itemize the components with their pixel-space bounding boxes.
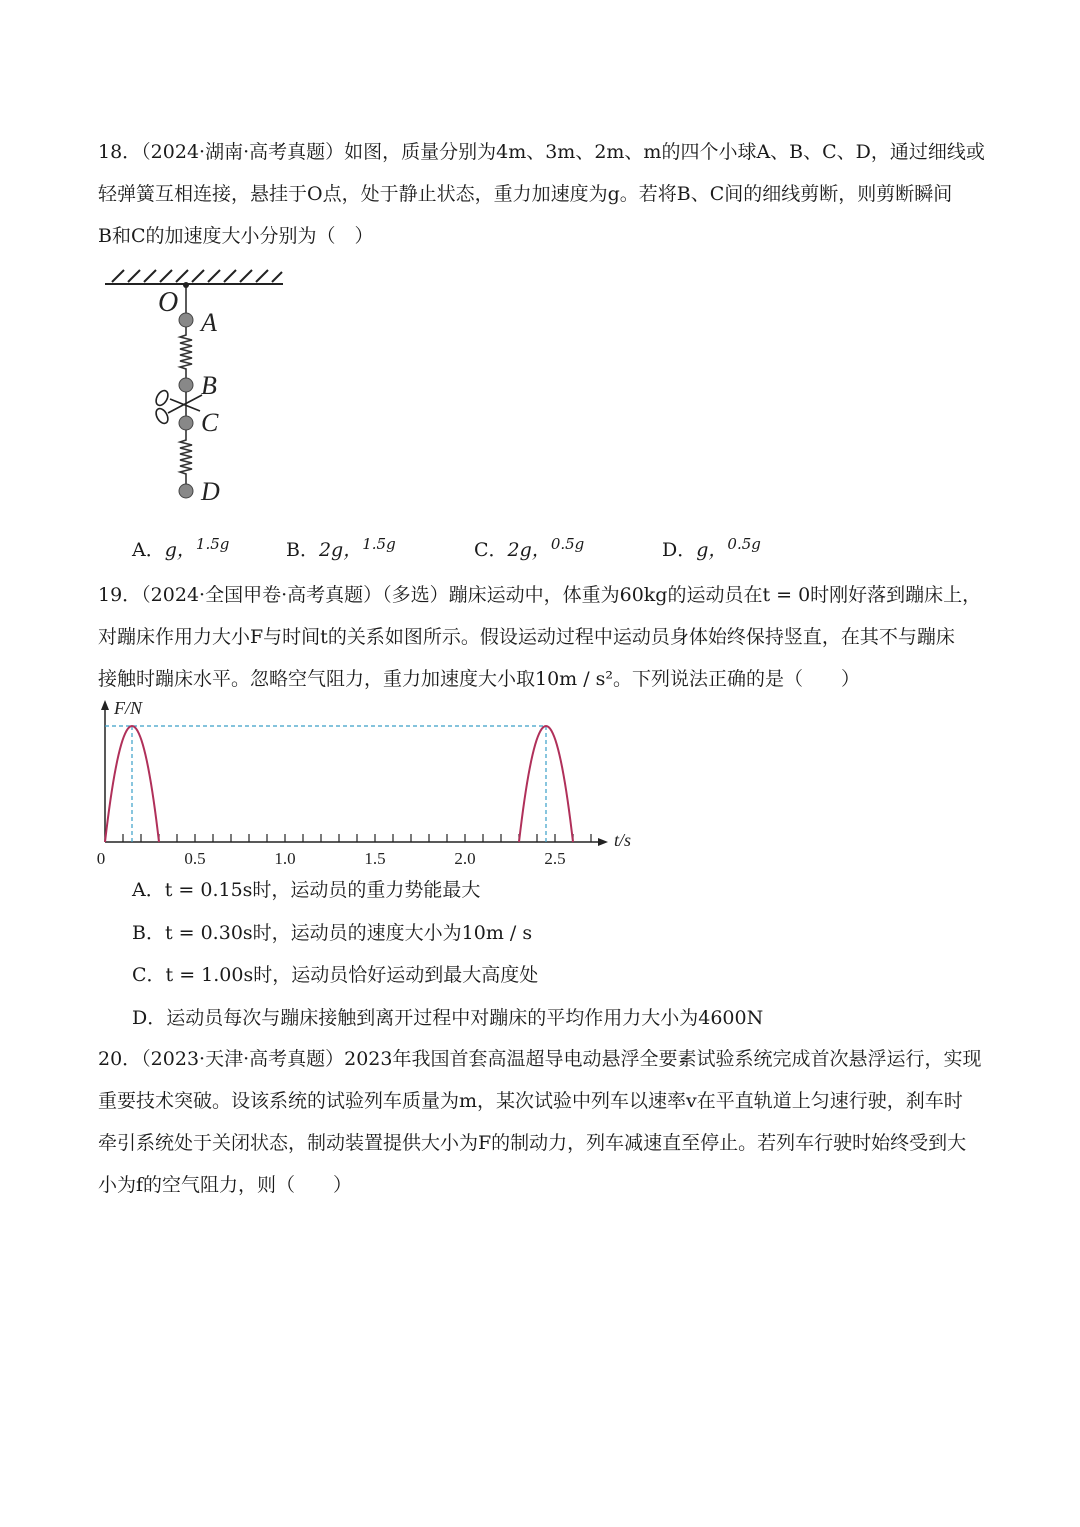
option-19-c[interactable]: C．t = 1.00s时，运动员恰好运动到最大高度处 — [132, 964, 539, 986]
spring-a-b — [180, 327, 192, 378]
x-tick-label: 1.0 — [274, 849, 296, 868]
option-18-d[interactable]: D．g，$^{0.5g}$ — [662, 535, 761, 561]
scissors-icon — [154, 389, 202, 426]
label-a: A — [201, 308, 217, 337]
ceiling-hatching — [112, 270, 282, 282]
question-18-text — [98, 131, 998, 257]
question-19-line-2: 对蹦床作用力大小F与时间t的关系如图所示。假设运动过程中运动员身体始终保持竖直，在其不与蹦床 — [98, 626, 955, 648]
question-19-text — [98, 574, 998, 700]
x-tick-label: 2.0 — [454, 849, 476, 868]
ball-a — [179, 313, 193, 327]
x-tick-label: 2.5 — [544, 849, 566, 868]
ball-c — [179, 416, 193, 430]
question-18-line-2: 轻弹簧互相连接，悬挂于O点，处于静止状态，重力加速度为g。若将B、C间的细线剪断，则剪断瞬间 — [98, 183, 953, 205]
x-tick-label: 1.5 — [364, 849, 386, 868]
ball-b — [179, 378, 193, 392]
force-time-chart — [90, 690, 650, 870]
label-c: C — [201, 408, 219, 437]
x-tick-label: 0 — [96, 849, 106, 868]
option-18-a[interactable]: A．g，$^{1.5g}$ — [132, 535, 230, 561]
option-19-b[interactable]: B．t = 0.30s时，运动员的速度大小为10m / s — [132, 922, 533, 944]
y-axis-arrow — [101, 700, 109, 710]
x-tick-label: 0.5 — [184, 849, 206, 868]
label-d: D — [201, 477, 220, 505]
question-19-line-3: 接触时蹦床水平。忽略空气阻力，重力加速度大小取10m / s²。下列说法正确的是（ ） — [98, 668, 861, 690]
question-19-line-1: 19．（2024·全国甲卷·高考真题）（多选）蹦床运动中，体重为60kg的运动员在t = 0时刚好落到蹦床上， — [98, 584, 982, 606]
question-20-line-2: 重要技术突破。设该系统的试验列车质量为m，某次试验中列车以速率v在平直轨道上匀速行驶，刹车时 — [98, 1090, 963, 1112]
question-20-line-1: 20．（2023·天津·高考真题）2023年我国首套高温超导电动悬浮全要素试验系统完成首次悬浮运行，实现 — [98, 1048, 982, 1070]
question-20-text — [98, 1038, 998, 1206]
spring-c-d — [180, 430, 192, 484]
option-18-b[interactable]: B．2g，$^{1.5g}$ — [286, 535, 396, 561]
question-18-line-1: 18．（2024·湖南·高考真题）如图，质量分别为4m、3m、2m、m的四个小球A、B、C、D，通过细线或 — [98, 141, 985, 163]
option-18-c[interactable]: C．2g，$^{0.5g}$ — [474, 535, 585, 561]
y-axis-label: F/N — [114, 698, 143, 718]
option-19-a[interactable]: A．t = 0.15s时，运动员的重力势能最大 — [132, 879, 481, 901]
question-20-line-4: 小为f的空气阻力，则（ ） — [98, 1174, 353, 1196]
question-20-line-3: 牵引系统处于关闭状态，制动装置提供大小为F的制动力，列车减速直至停止。若列车行驶时始终受到大 — [98, 1132, 967, 1154]
label-b: B — [201, 371, 217, 400]
option-19-d[interactable]: D．运动员每次与蹦床接触到离开过程中对蹦床的平均作用力大小为4600N — [132, 1007, 764, 1029]
ball-d — [179, 484, 193, 498]
question-18-line-3: B和C的加速度大小分别为（ ） — [98, 225, 374, 247]
x-axis-label: t/s — [614, 830, 632, 850]
question-18-options — [0, 527, 1080, 567]
label-o: O — [158, 287, 179, 318]
spring-ball-figure — [100, 265, 300, 505]
x-axis-arrow — [598, 838, 608, 846]
